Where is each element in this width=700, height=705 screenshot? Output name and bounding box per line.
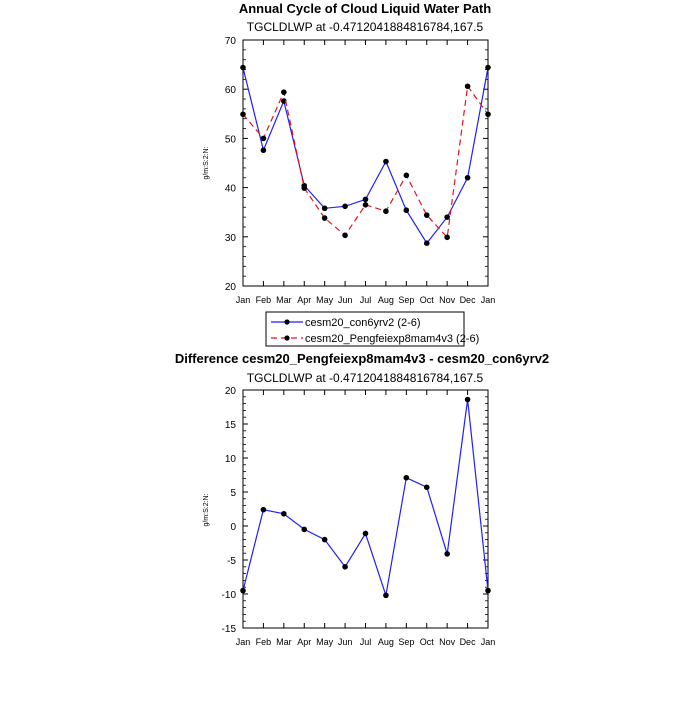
chart2-xtick-label: Aug [377,637,394,647]
chart1-series-1-point [465,175,471,181]
chart1-series-2-point [322,215,328,221]
chart1-series-2-point [301,185,307,191]
chart1-xtick-label: Nov [439,295,456,305]
chart1-series-2-point [240,111,246,117]
chart2-ytick-label: 20 [224,386,236,397]
chart1-series-1-point [424,240,430,246]
chart2-xtick-label: Mar [276,637,292,647]
chart2-ylabel: g/m:S:2:N: [203,493,210,527]
chart2-subtitle: TGCLDLWP at -0.4712041884816784,167.5 [246,371,484,385]
chart1-series-1-line [243,68,488,244]
chart2-ytick-label: -15 [221,624,236,635]
chart1-xtick-label: Aug [377,295,394,305]
chart2-ytick-label: 15 [224,420,236,431]
chart2-xtick-label: Apr [297,637,312,647]
legend-marker-series-1 [284,319,289,324]
chart2-series-1-point [342,564,348,570]
chart1-series-2-line [243,86,488,237]
chart1-ytick-label: 60 [224,85,236,97]
chart1-series-2-point [363,202,369,208]
legend-marker-series-2 [284,335,289,340]
chart1-xtick-label: Jan [480,295,496,305]
chart2-series-1-point [383,593,389,599]
chart2-xtick-label: Jun [337,637,353,647]
chart2-xtick-label: Oct [419,637,434,647]
chart2-series-1-line [243,400,488,596]
chart2-series-1-point [465,397,471,403]
chart1-series-1-point [404,207,410,213]
chart2-series-1-point [301,527,307,533]
chart1-ylabel: g/m:S:2:N: [203,146,210,180]
chart1-subtitle: TGCLDLWP at -0.4712041884816784,167.5 [246,20,484,34]
chart2-xtick-label: Dec [459,637,476,647]
chart2-xtick-label: Jan [480,637,496,647]
chart2-ytick-label: -5 [227,556,236,567]
chart2-series-1-point [261,507,267,513]
chart1-xtick-label: May [316,295,334,305]
chart1-xtick-label: Jul [359,295,372,305]
chart2-series-1-point [240,588,246,594]
chart1-xtick-label: Apr [297,295,312,305]
chart1-xtick-label: Sep [398,295,415,305]
chart1-ytick-label: 30 [224,232,236,244]
chart1-xtick-label: Oct [419,295,434,305]
chart1-series-2-point [261,136,267,142]
chart1-series-2-point [424,212,430,218]
chart1-series-2-point [465,83,471,89]
legend-label-series-2: cesm20_Pengfeiexp8mam4v3 (2-6) [305,333,480,345]
chart2-series-1-point [424,484,430,490]
chart2-xtick-label: Jul [359,637,372,647]
chart2-title: Difference cesm20_Pengfeiexp8mam4v3 - cesm20_con6yrv2 [174,351,550,366]
chart2-series-1-point [444,551,450,557]
chart1-xtick-label: Dec [459,295,476,305]
chart2-xtick-label: May [316,637,334,647]
chart1-series-1-point [322,205,328,211]
chart1-series-2-point [383,208,389,214]
chart2-ytick-label: 10 [224,454,236,465]
chart2-xtick-label: Sep [398,637,415,647]
chart1-xtick-label: Feb [255,295,272,305]
chart1-series-2-point [281,89,287,95]
legend-label-series-1: cesm20_con6yrv2 (2-6) [305,317,421,329]
chart1-series-1-point [342,203,348,209]
chart1-series-2-point [342,233,348,239]
chart2-xtick-label: Feb [255,637,272,647]
chart1-xtick-label: Jan [235,295,251,305]
chart1-ytick-label: 70 [224,36,236,47]
chart1-plot-frame [243,40,488,286]
chart2-series-1-point [485,588,491,594]
chart2-ytick-label: -10 [221,590,236,601]
chart2-series-1-point [281,511,287,517]
chart1-series-2-point [444,234,450,240]
chart1-series-1-point [261,147,267,153]
chart1-xtick-label: Jun [337,295,353,305]
chart1-series-1-point [240,65,246,71]
chart1-xtick-label: Mar [276,295,292,305]
chart2-series-1-point [363,531,369,537]
chart1-legend [266,312,479,346]
chart1-series-2-point [485,111,491,117]
chart2-xtick-label: Jan [235,637,251,647]
chart1-ytick-label: 40 [224,183,236,195]
chart1-series-1-point [363,197,369,203]
chart2-plot-frame [243,390,488,628]
chart2-series-1-point [404,475,410,481]
chart1-ytick-label: 20 [224,282,236,293]
chart2-series-1-point [322,537,328,543]
chart2-ytick-label: 5 [230,488,236,499]
chart1-ytick-label: 50 [224,134,236,146]
chart1-series-1-point [485,65,491,71]
chart1-series-1-point [383,159,389,165]
chart1-series-2-point [404,173,410,179]
chart2-ytick-label: 0 [230,522,236,533]
chart2-xtick-label: Nov [439,637,456,647]
chart1-title: Annual Cycle of Cloud Liquid Water Path [238,1,492,16]
